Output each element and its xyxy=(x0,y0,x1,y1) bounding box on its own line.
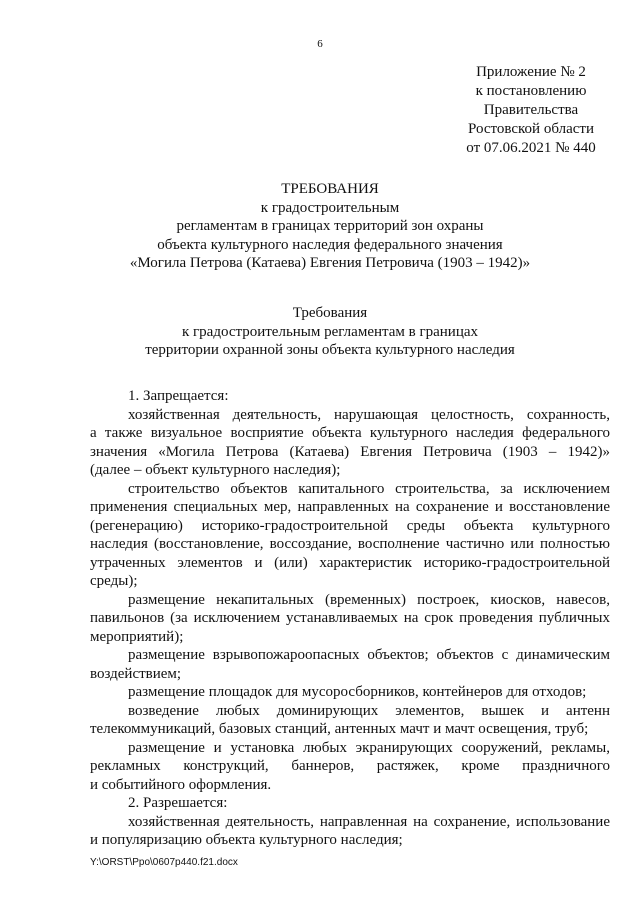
appendix-line: Ростовской области xyxy=(468,121,594,137)
body-line: утраченных элементов и (или) характеристик историко-градостроительной xyxy=(90,554,610,571)
body-line: среды); xyxy=(90,573,138,589)
appendix-line: к постановлению xyxy=(475,83,587,99)
body-line: хозяйственная деятельность, нарушающая целостность, сохранность, xyxy=(128,406,610,423)
file-path-footer: Y:\ORST\Ppo\0607p440.f21.docx xyxy=(90,857,238,868)
body-line: размещение площадок для мусоросборников, контейнеров для отходов; xyxy=(128,684,587,700)
body-text xyxy=(90,387,610,850)
body-line: и популяризацию объекта культурного наследия; xyxy=(90,832,403,848)
section-heading: 2. Разрешается: xyxy=(128,795,228,811)
section-title xyxy=(60,304,600,360)
body-line: и событийного оформления. xyxy=(90,776,272,793)
page-number: 6 xyxy=(317,38,323,50)
body-line: а также визуальное восприятие объекта культурного наследия федерального xyxy=(90,425,610,441)
document-title xyxy=(60,180,600,273)
body-line: (далее – объект культурного наследия); xyxy=(90,462,341,478)
body-line: значения «Могила Петрова (Катаева) Евгения Петровича (1903 – 1942)» xyxy=(90,443,610,460)
body-line: наследия (восстановление, воссоздание, восполнение частично или полностью xyxy=(90,536,610,552)
body-line: павильонов (за исключением устанавливаемых на срок проведения публичных xyxy=(90,610,610,626)
body-line: строительство объектов капитального строительства, за исключением xyxy=(128,480,610,497)
subtitle-line: территории охранной зоны объекта культурного наследия xyxy=(145,342,515,358)
title-line: ТРЕБОВАНИЯ xyxy=(281,181,379,197)
body-line: размещение и установка любых экранирующих сооружений, рекламы, xyxy=(128,739,610,756)
subtitle-line: Требования xyxy=(292,305,368,321)
body-line: возведение любых доминирующих элементов, вышек и антенн xyxy=(128,702,610,719)
title-line: объекта культурного наследия федерального значения xyxy=(157,236,503,253)
appendix-header xyxy=(436,63,626,158)
body-line: мероприятий); xyxy=(90,628,184,645)
section-heading: 1. Запрещается: xyxy=(128,388,229,404)
title-line: «Могила Петрова (Катаева) Евгения Петровича (1903 – 1942)» xyxy=(129,255,531,271)
body-line: рекламных конструкций, баннеров, растяжек, кроме праздничного xyxy=(90,758,610,774)
body-line: хозяйственная деятельность, направленная на сохранение, использование xyxy=(128,813,610,830)
body-line: применения специальных мер, направленных на сохранение и восстановление xyxy=(90,499,610,515)
appendix-line: от 07.06.2021 № 440 xyxy=(466,140,596,156)
body-line: размещение некапитальных (временных) построек, киосков, навесов, xyxy=(128,591,610,608)
subtitle-line: к градостроительным регламентам в границах xyxy=(181,323,479,340)
title-line: регламентам в границах территорий зон охраны xyxy=(176,218,484,234)
body-line: размещение взрывопожароопасных объектов; объектов с динамическим xyxy=(128,647,610,663)
appendix-line: Правительства xyxy=(483,102,579,118)
body-line: воздействием; xyxy=(90,665,182,682)
body-line: (регенерацию) историко-градостроительной среды объекта культурного xyxy=(90,517,610,534)
body-line: телекоммуникаций, базовых станций, антенных мачт и мачт освещения, труб; xyxy=(90,721,589,737)
appendix-line: Приложение № 2 xyxy=(476,64,586,80)
title-line: к градостроительным xyxy=(260,199,400,216)
